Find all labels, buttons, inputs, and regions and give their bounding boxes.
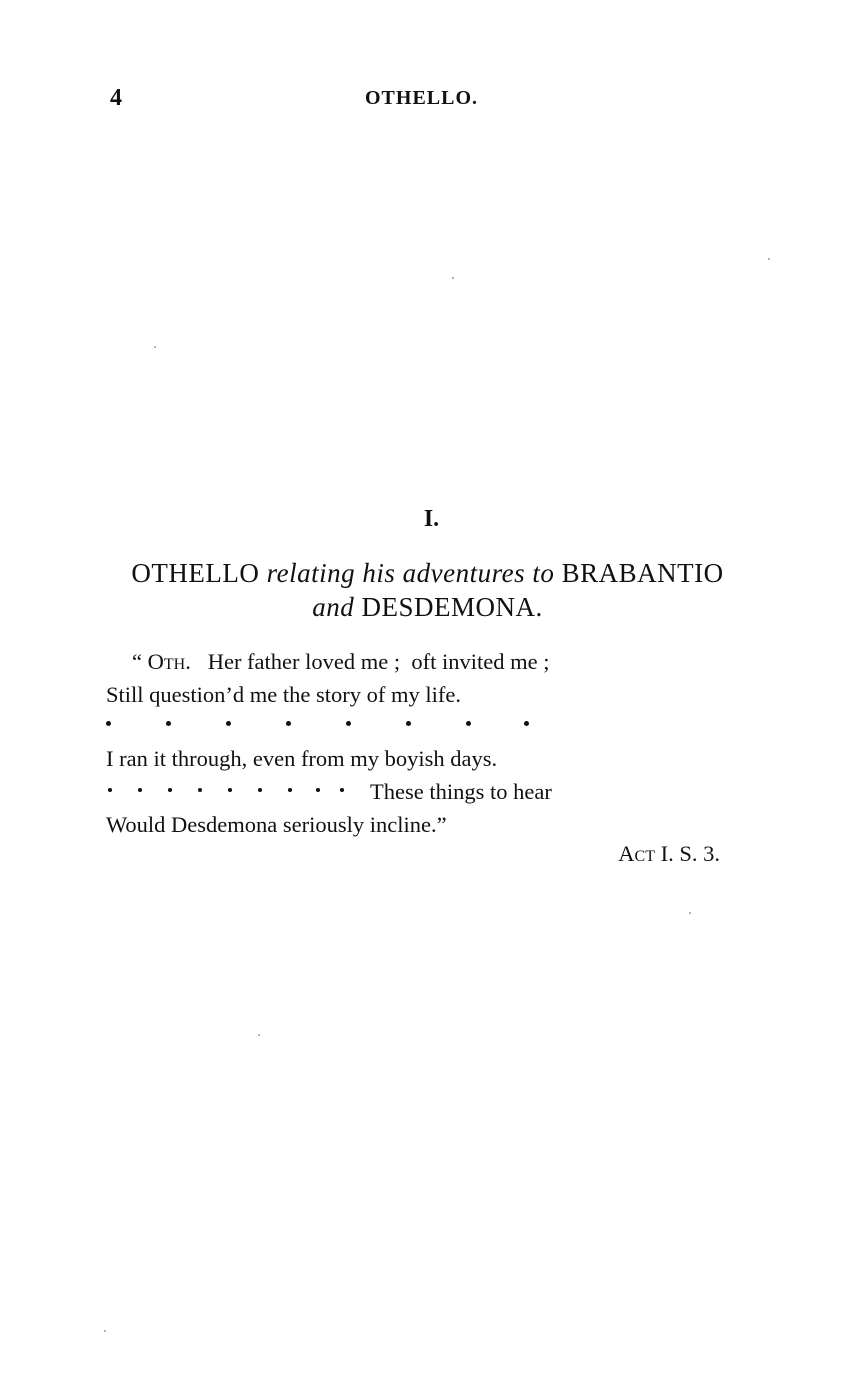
ellipsis-dot: [524, 721, 529, 726]
ellipsis-dot: [228, 788, 232, 792]
plate-caption: [100, 556, 755, 624]
paper-speck: [768, 258, 770, 260]
ellipsis-row: [106, 713, 546, 733]
paper-speck: [452, 277, 454, 279]
ellipsis-dot: [166, 721, 171, 726]
speaker-name: Oth.: [147, 649, 191, 674]
ellipsis-dot: [226, 721, 231, 726]
ellipsis-dot: [288, 788, 292, 792]
running-title: OTHELLO.: [364, 87, 479, 109]
caption-subject: OTHELLO: [131, 558, 260, 588]
page-number: 4: [110, 85, 122, 111]
citation-reference: I. S. 3.: [660, 841, 720, 866]
quote-line-1-text: Her father loved me ; oft invited me ;: [207, 649, 550, 674]
open-quote-mark: “: [132, 649, 142, 674]
act-scene-citation: [618, 840, 720, 868]
citation-act: Act: [618, 841, 655, 866]
ellipsis-dot: [316, 788, 320, 792]
paper-speck: [258, 1034, 260, 1036]
caption-conjunction: and: [312, 592, 355, 622]
ellipsis-dot: [406, 721, 411, 726]
paper-speck: [104, 1330, 106, 1332]
caption-object-1: BRABANTIO: [561, 558, 724, 588]
plate-number: I.: [423, 506, 440, 532]
ellipsis-dot: [286, 721, 291, 726]
ellipsis-dot: [138, 788, 142, 792]
paper-speck: [689, 912, 691, 914]
caption-object-2: DESDEMONA.: [361, 592, 543, 622]
ellipsis-dot: [198, 788, 202, 792]
quote-line-1: [132, 645, 549, 678]
quote-line-3: I ran it through, even from my boyish days.: [106, 746, 498, 771]
ellipsis-dot: [340, 788, 344, 792]
quote-line-4: These things to hear: [370, 779, 552, 804]
ellipsis-dot: [346, 721, 351, 726]
ellipsis-dot: [168, 788, 172, 792]
ellipsis-dot: [258, 788, 262, 792]
ellipsis-dot: [108, 788, 112, 792]
quote-line-5: Would Desdemona seriously incline.”: [106, 812, 447, 837]
ellipsis-dot: [466, 721, 471, 726]
ellipsis-row-short: [106, 780, 346, 800]
caption-phrase: relating his adventures to: [266, 558, 555, 588]
ellipsis-dot: [106, 721, 111, 726]
quote-line-2: Still question’d me the story of my life.: [106, 682, 461, 707]
paper-speck: [154, 346, 156, 348]
